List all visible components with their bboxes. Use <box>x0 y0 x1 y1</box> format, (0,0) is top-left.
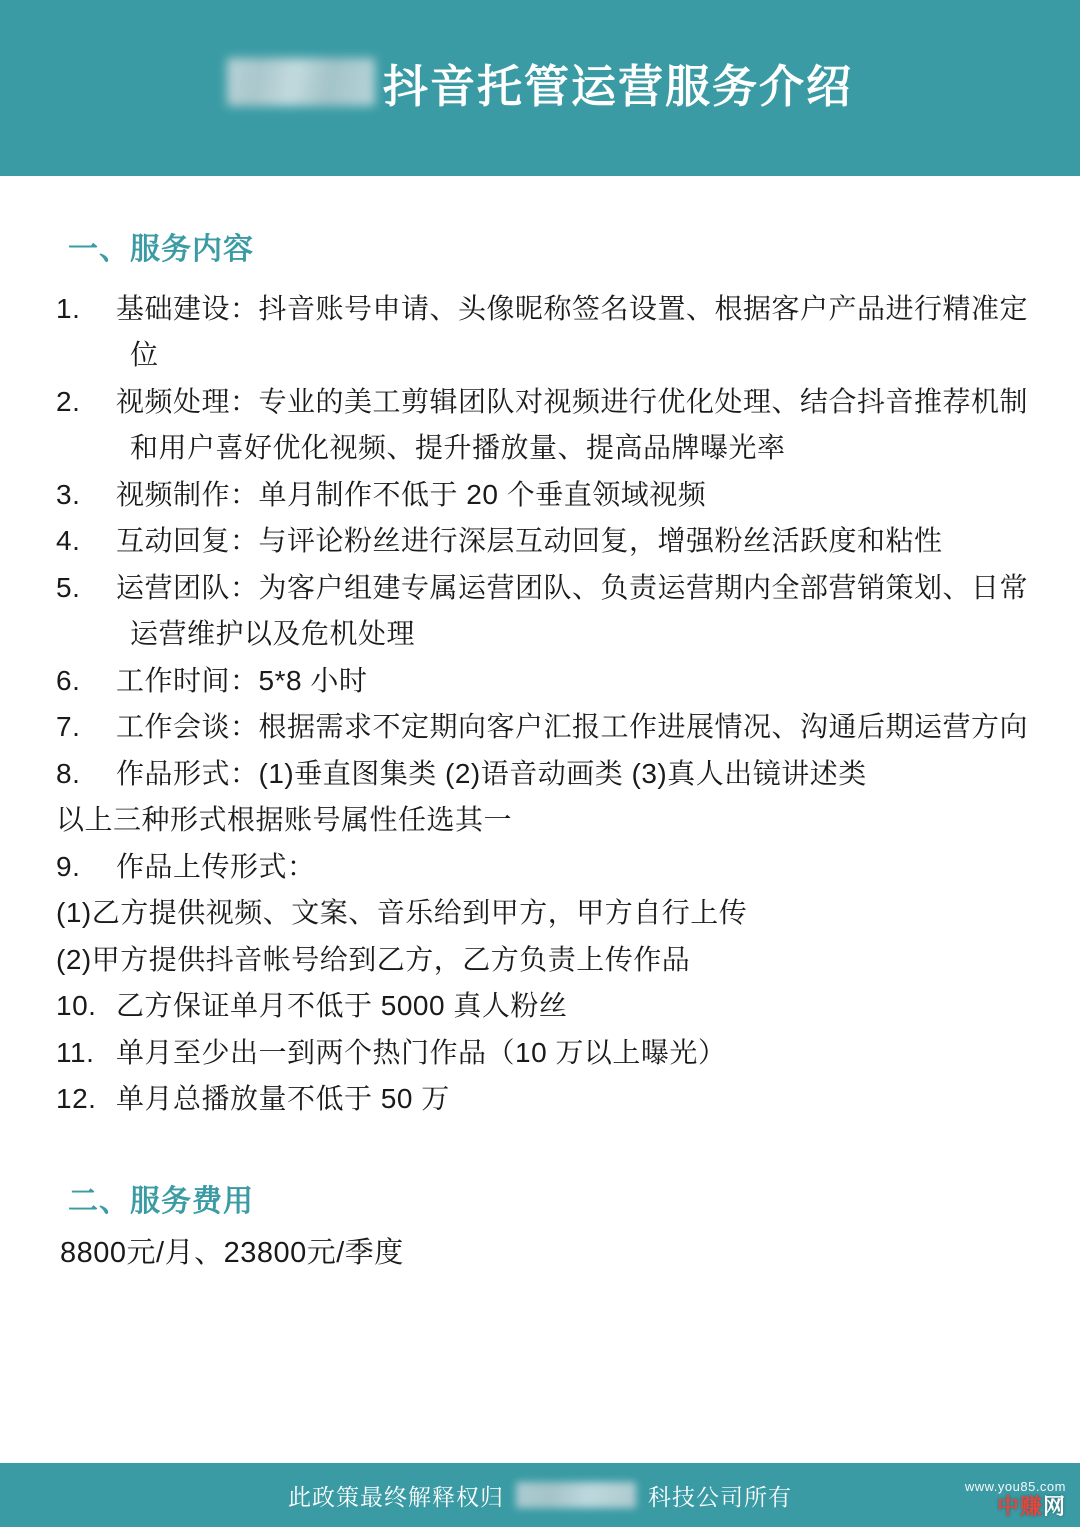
list-item-number: 7. <box>56 711 81 743</box>
list-item-text: 基础建设：抖音账号申请、头像昵称签名设置、根据客户产品进行精准定位 <box>116 293 1029 371</box>
list-item <box>52 472 1028 518</box>
list-item-number: 11. <box>56 1036 95 1068</box>
list-item-text: 单月总播放量不低于 50 万 <box>116 1082 450 1114</box>
service-items-list-tail <box>52 983 1028 1122</box>
list-item <box>52 379 1028 472</box>
blurred-logo-icon <box>227 58 375 106</box>
section-heading-services: 一、服务内容 <box>68 233 254 266</box>
list-item-text: 运营团队：为客户组建专属运营团队、负责运营期内全部营销策划、日常运营维护以及危机处理 <box>116 571 1029 650</box>
list-item <box>52 983 1028 1029</box>
list-item-number: 12. <box>56 1082 97 1114</box>
fee-value: 8800元/月、23800元/季度 <box>60 1237 404 1270</box>
header-inner <box>227 50 853 115</box>
upload-form-option-2: (2)甲方提供抖音帐号给到乙方，乙方负责上传作品 <box>56 943 691 975</box>
list-item-number: 3. <box>56 478 81 510</box>
list-item <box>52 844 1028 890</box>
list-item-number: 8. <box>56 757 81 789</box>
watermark-brand-prefix: 中赚 <box>996 1493 1043 1519</box>
list-item-number: 2. <box>56 385 81 417</box>
list-item-text: 工作时间：5*8 小时 <box>116 664 368 696</box>
watermark-brand <box>965 1495 1066 1519</box>
list-item <box>52 1030 1028 1076</box>
list-item <box>52 658 1028 704</box>
page-footer <box>0 1463 1080 1527</box>
list-item <box>52 751 1028 797</box>
list-item-text: 单月至少出一到两个热门作品（10 万以上曝光） <box>116 1036 727 1068</box>
list-item-number: 4. <box>56 525 81 557</box>
list-item-text: 作品形式：(1)垂直图集类 (2)语音动画类 (3)真人出镜讲述类 <box>116 757 867 789</box>
footer-text-after: 科技公司所有 <box>648 1483 792 1510</box>
service-items-list-continued <box>52 844 1028 890</box>
list-item <box>52 565 1028 658</box>
list-item-number: 6. <box>56 664 81 696</box>
document-content <box>0 176 1080 1463</box>
list-item-text: 视频处理：专业的美工剪辑团队对视频进行优化处理、结合抖音推荐机制和用户喜好优化视频、提升播放量、提高品牌曝光率 <box>116 385 1029 464</box>
list-item-number: 1. <box>56 293 81 324</box>
footer-disclaimer <box>288 1479 792 1512</box>
list-item <box>52 1076 1028 1122</box>
watermark-brand-suffix: 网 <box>1042 1493 1066 1519</box>
list-item <box>52 286 1028 379</box>
page-title: 抖音托管运营服务介绍 <box>382 60 853 112</box>
list-item-number: 5. <box>56 571 81 603</box>
note-work-forms: 以上三种形式根据账号属性任选其一 <box>56 804 513 836</box>
service-items-list <box>52 286 1028 797</box>
page-header <box>0 0 1080 176</box>
list-item-text: 视频制作：单月制作不低于 20 个垂直领域视频 <box>116 478 707 510</box>
list-item <box>52 704 1028 750</box>
list-item-text: 乙方保证单月不低于 5000 真人粉丝 <box>116 990 568 1022</box>
watermark <box>965 1480 1066 1519</box>
upload-form-option-1: (1)乙方提供视频、文案、音乐给到甲方，甲方自行上传 <box>56 897 748 929</box>
list-item-text: 工作会谈：根据需求不定期向客户汇报工作进展情况、沟通后期运营方向 <box>116 711 1029 743</box>
section-heading-fees: 二、服务费用 <box>68 1185 254 1219</box>
list-item-text: 互动回复：与评论粉丝进行深层互动回复，增强粉丝活跃度和粘性 <box>116 525 943 557</box>
footer-text-before: 此政策最终解释权归 <box>288 1483 504 1510</box>
list-item-text: 作品上传形式： <box>116 850 316 882</box>
blurred-company-name-icon <box>516 1482 636 1508</box>
list-item-number: 9. <box>56 850 81 882</box>
watermark-url: www.you85.com <box>964 1478 1066 1494</box>
list-item-number: 10. <box>56 990 97 1022</box>
list-item <box>52 518 1028 564</box>
